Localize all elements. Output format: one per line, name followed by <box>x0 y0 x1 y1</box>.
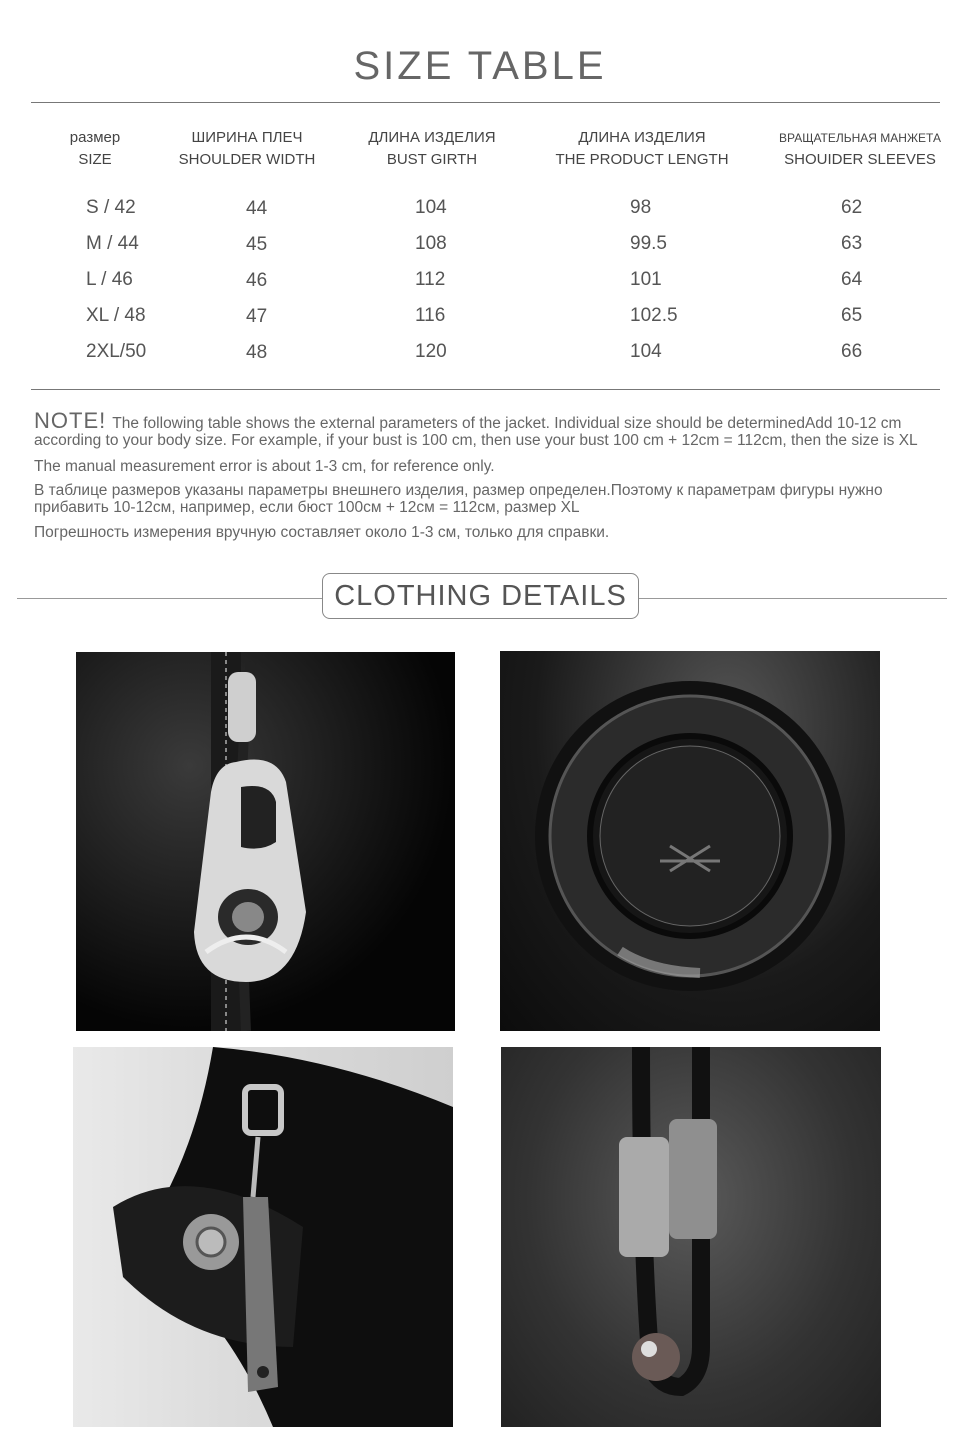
note-english <box>34 408 939 449</box>
cell-length: 99.5 <box>630 233 667 254</box>
cell-sleeves: 63 <box>841 233 863 254</box>
header-shoulder-width: ШИРИНА ПЛЕЧ SHOULDER WIDTH <box>178 129 316 168</box>
size-table-title: SIZE TABLE <box>353 44 607 88</box>
cell-bust: 116 <box>415 305 446 326</box>
cell-sleeves: 65 <box>841 305 863 326</box>
table-bottom-divider <box>31 389 940 390</box>
header-sleeves: ВРАЩАТЕЛЬНАЯ МАНЖЕТА SHOUIDER SLEEVES <box>779 131 941 168</box>
note-text-en: The following table shows the external parameters of the jacket. Individual size should be determinedAdd 10-12 cm according to your body size. For example, if your bust is 100 cm, then use your bust 100 cm + 12cm = 112cm, then the size is XL <box>34 415 918 449</box>
note-russian: В таблице размеров указаны параметры внешнего изделия, размер определен.Поэтому к параметрам фигуры нужно прибавить 10-12см, например, если бюст 100см + 12см = 112см, размер XL <box>34 482 883 516</box>
cell-length: 104 <box>630 341 662 362</box>
cell-length: 102.5 <box>630 305 678 326</box>
cell-size: XL / 48 <box>86 305 146 326</box>
cell-length: 98 <box>630 197 652 218</box>
cell-bust: 112 <box>415 269 446 290</box>
note-error-ru: Погрешность измерения вручную составляет около 1-3 см, только для справки. <box>34 524 610 541</box>
snap-button-photo <box>73 1047 453 1427</box>
header-size: размер SIZE <box>69 129 121 168</box>
cell-size: M / 44 <box>86 233 139 254</box>
zipper-pull-photo <box>76 652 455 1031</box>
clothing-details-title: CLOTHING DETAILS <box>322 573 639 619</box>
cell-sleeves: 66 <box>841 341 863 362</box>
title-divider <box>31 102 940 103</box>
logo-badge-photo <box>500 651 880 1031</box>
note-error-en: The manual measurement error is about 1-3 cm, for reference only. <box>34 458 495 475</box>
drawstring-toggle-photo <box>501 1047 881 1427</box>
cell-shoulder: 44 <box>246 198 268 219</box>
cell-shoulder: 45 <box>246 234 268 255</box>
cell-size: 2XL/50 <box>86 341 147 362</box>
note-label: NOTE! <box>34 408 107 433</box>
cell-size: L / 46 <box>86 269 133 290</box>
cell-bust: 104 <box>415 197 447 218</box>
header-bust-girth: ДЛИНА ИЗДЕЛИЯ BUST GIRTH <box>368 129 496 168</box>
details-line-right <box>639 598 947 599</box>
cell-shoulder: 47 <box>246 306 268 327</box>
header-product-length: ДЛИНА ИЗДЕЛИЯ THE PRODUCT LENGTH <box>555 129 729 168</box>
details-line-left <box>17 598 322 599</box>
cell-length: 101 <box>630 269 662 290</box>
cell-size: S / 42 <box>86 197 136 218</box>
cell-bust: 120 <box>415 341 447 362</box>
cell-shoulder: 48 <box>246 342 268 363</box>
cell-bust: 108 <box>415 233 447 254</box>
cell-shoulder: 46 <box>246 270 268 291</box>
cell-sleeves: 64 <box>841 269 863 290</box>
cell-sleeves: 62 <box>841 197 863 218</box>
